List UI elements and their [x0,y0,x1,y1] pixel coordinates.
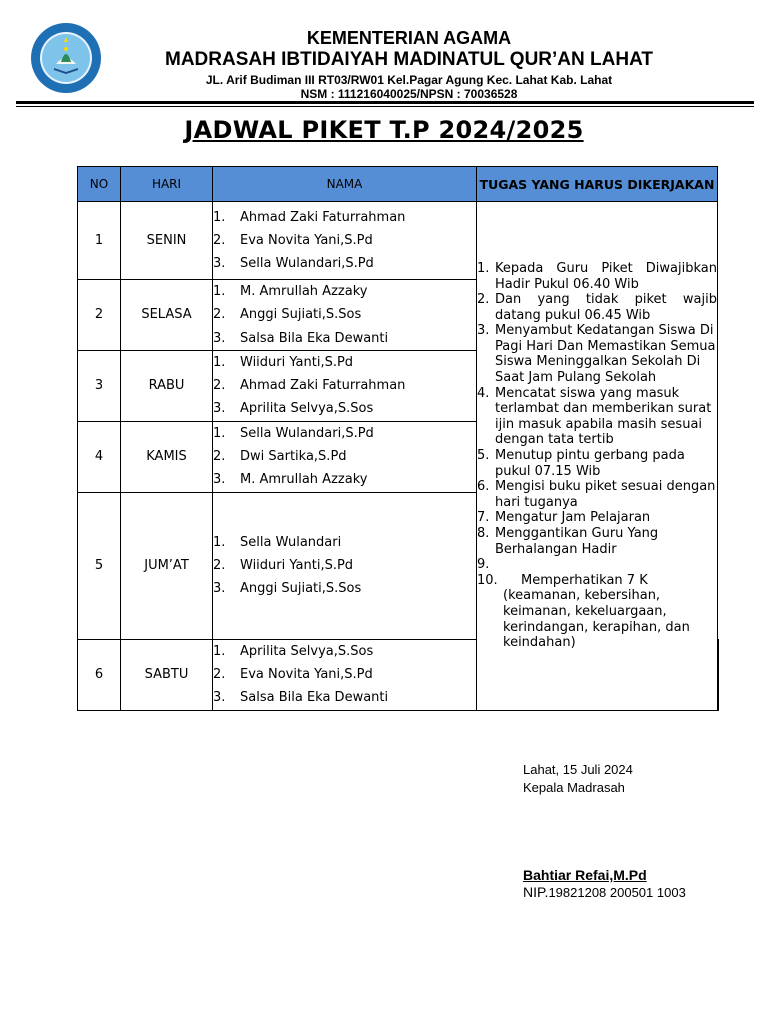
staff-name: Wiiduri Yanti,S.Pd [240,354,354,370]
row-names [213,202,477,280]
list-item: 2. Eva Novita Yani,S.Pd [213,229,476,252]
list-item: 3. M. Amrullah Azzaky [213,468,476,491]
staff-name: M. Amrullah Azzaky [240,472,368,488]
list-item: 2. Ahmad Zaki Faturrahman [213,374,476,397]
school-address: JL. Arif Budiman III RT03/RW01 Kel.Pagar Agung Kec. Lahat Kab. Lahat [205,73,613,87]
header-nama: NAMA [213,167,477,202]
task-text: Mengatur Jam Pelajaran [495,510,651,526]
madrasah-logo [30,22,102,94]
header-hari: HARI [121,167,213,202]
list-item: 1. M. Amrullah Azzaky [213,280,476,303]
table-header-row [78,167,719,202]
row-names [213,280,477,351]
place-date: Lahat, 15 Juli 2024 [523,762,633,777]
row-names [213,492,477,639]
list-item: 9. [477,557,717,573]
staff-name: Salsa Bila Eka Dewanti [240,330,389,346]
table-row [78,202,719,280]
list-item: 8. Menggantikan Guru Yang Berhalangan Hadir [477,526,717,557]
row-number: 5 [78,492,121,639]
list-item: 2. Dan yang tidak piket wajib datang pukul 06.45 Wib [477,292,717,323]
list-item: 6. Mengisi buku piket sesuai dengan hari tuganya [477,479,716,510]
staff-name: Ahmad Zaki Faturrahman [240,209,406,225]
task-text: Kepada Guru Piket Diwajibkan Hadir Pukul 06.40 Wib [495,260,717,292]
shaded-cell [718,639,719,710]
header-no: NO [78,167,121,202]
list-item: 5. Menutup pintu gerbang pada pukul 07.15 Wib [477,448,717,479]
task-text: Mengisi buku piket sesuai dengan hari tuganya [495,479,716,510]
row-day: SELASA [121,280,213,351]
staff-name: Salsa Bila Eka Dewanti [240,690,389,706]
staff-name: Sella Wulandari,S.Pd [240,256,374,272]
row-number: 4 [78,421,121,492]
staff-name: Dwi Sartika,S.Pd [240,449,347,465]
nip-value: 19821208 200501 1003 [548,885,686,900]
staff-name: Eva Novita Yani,S.Pd [240,232,373,248]
signer-name: Bahtiar Refai,M.Pd [523,867,647,883]
staff-name: Aprilita Selvya,S.Sos [240,401,374,417]
row-names [213,421,477,492]
list-item: 2. Dwi Sartika,S.Pd [213,445,476,468]
staff-name: Wiiduri Yanti,S.Pd [240,558,354,574]
staff-name: Ahmad Zaki Faturrahman [240,378,406,394]
row-number: 1 [78,202,121,280]
task-text: Menyambut Kedatangan Siswa Di Pagi Hari Dan Memastikan Semua Siswa Meninggalkan Sekolah Di Saat Jam Pulang Sekolah [495,323,716,386]
row-day: RABU [121,350,213,421]
list-item: 2. Anggi Sujiati,S.Sos [213,303,476,326]
ministry-name: KEMENTERIAN AGAMA [306,28,512,48]
duty-schedule-table [77,166,719,711]
list-item: 1. Sella Wulandari,S.Pd [213,422,476,445]
row-number: 3 [78,350,121,421]
list-item: 7. Mengatur Jam Pelajaran [477,510,717,526]
signer-identity [523,866,693,901]
document-title: JADWAL PIKET T.P 2024/2025 [184,116,584,144]
signer-position: Kepala Madrasah [523,780,625,795]
row-day: KAMIS [121,421,213,492]
staff-name: Anggi Sujiati,S.Sos [240,307,362,323]
staff-name: Aprilita Selvya,S.Sos [240,643,374,659]
list-item: 1. Sella Wulandari [213,531,476,554]
list-item: 1. Ahmad Zaki Faturrahman [213,206,476,229]
list-item: 4. Mencatat siswa yang masuk terlambat dan memberikan surat ijin masuk apabila masih sesuai dengan tata tertib [477,386,717,448]
task-list [477,202,718,711]
task-text: Menggantikan Guru Yang Berhalangan Hadir [495,526,659,557]
nip-label: NIP. [523,884,549,900]
row-day: JUM’AT [121,492,213,639]
task-text [495,557,717,573]
staff-name: M. Amrullah Azzaky [240,284,368,299]
letterhead-rule-thick [16,101,754,104]
school-name: MADRASAH IBTIDAIYAH MADINATUL QUR’AN LAHAT [165,49,653,70]
list-item: 2. Eva Novita Yani,S.Pd [213,663,476,686]
list-item: 1. Wiiduri Yanti,S.Pd [213,351,476,374]
task-text: Memperhatikan 7 K (keamanan, kebersihan, keimanan, kekeluargaan, kerindangan, kerapihan, dan keindahan) [503,572,690,651]
letterhead [110,28,708,101]
list-item: 3. Salsa Bila Eka Dewanti [213,686,476,709]
signer-nip [523,884,693,901]
list-item: 3. Menyambut Kedatangan Siswa Di Pagi Hari Dan Memastikan Semua Siswa Meninggalkan Sekolah Di Saat Jam Pulang Sekolah [477,323,716,386]
list-item: 1. Kepada Guru Piket Diwajibkan Hadir Pukul 06.40 Wib [477,260,717,292]
task-text: Menutup pintu gerbang pada pukul 07.15 Wib [495,448,685,479]
task-text: Dan yang tidak piket wajib datang pukul 06.45 Wib [495,292,717,323]
signature-block [523,761,633,797]
list-item: 1. Aprilita Selvya,S.Sos [213,640,476,663]
letterhead-rule-thin [16,106,754,107]
list-item: 10. Memperhatikan 7 K (keamanan, kebersihan, keimanan, kekeluargaan, kerindangan, kerapihan, dan keindahan) [477,573,717,651]
row-day: SABTU [121,639,213,710]
staff-name: Sella Wulandari,S.Pd [240,425,374,441]
list-item: 3. Salsa Bila Eka Dewanti [213,327,476,350]
list-item: 3. Aprilita Selvya,S.Sos [213,397,476,420]
staff-name: Sella Wulandari [240,534,342,550]
row-names [213,639,477,710]
row-number: 6 [78,639,121,710]
staff-name: Eva Novita Yani,S.Pd [240,667,373,683]
list-item: 2. Wiiduri Yanti,S.Pd [213,554,476,577]
header-tugas: TUGAS YANG HARUS DIKERJAKAN [477,167,718,202]
school-registration: NSM : 111216040025/NPSN : 70036528 [300,87,518,101]
task-text: Mencatat siswa yang masuk terlambat dan memberikan surat ijin masuk apabila masih sesuai dengan tata tertib [495,385,712,448]
row-number: 2 [78,280,121,351]
row-names [213,350,477,421]
list-item: 3. Anggi Sujiati,S.Sos [213,577,476,600]
staff-name: Anggi Sujiati,S.Sos [240,581,362,597]
list-item: 3. Sella Wulandari,S.Pd [213,252,476,275]
row-day: SENIN [121,202,213,280]
